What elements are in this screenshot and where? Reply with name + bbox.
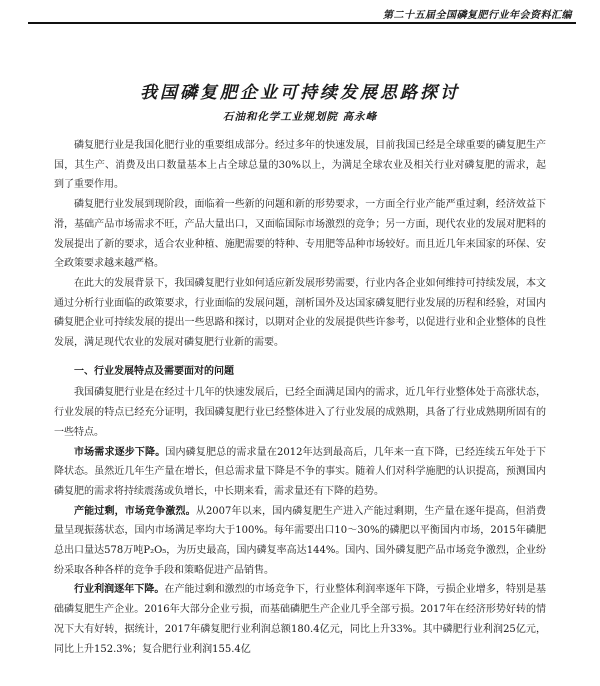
running-header: 第二十五届全国磷复肥行业年会资料汇编 <box>383 10 572 21</box>
point-lead: 市场需求逐步下降。 <box>74 446 166 458</box>
point-paragraph-market-demand <box>54 443 546 502</box>
author-line: 石油和化学工业规划院 高永峰 <box>222 111 378 123</box>
header-divider <box>28 22 576 24</box>
intro-paragraph-1: 磷复肥行业是我国化肥行业的重要组成部分。经过多年的快速发展，目前我国已经是全球重要的磷复肥生产国，其生产、消费及出口数量基本上占全球总量的30%以上，为满足全球农业及相关行业对磷复肥的需求，起到了重要作用。 <box>54 140 546 191</box>
article-body <box>54 136 546 659</box>
point-lead: 产能过剩，市场竞争激烈。 <box>74 505 196 517</box>
section-intro-paragraph: 我国磷复肥行业是在经过十几年的快速发展后，已经全面满足国内的需求，近几年行业整体处于高涨状态，行业发展的特点已经充分证明，我国磷复肥行业已经整体进入了行业发展的成熟期，具备了行业成熟期所固有的一些特点。 <box>54 387 546 438</box>
point-body: 国内磷复肥总的需求量在2012年达到最高后，几年来一直下降，已经连续五年处于下降状态。虽然近几年生产量在增长，但总需求量下降是不争的事实。随着人们对科学施肥的认识提高，预测国内磷复肥的需求将持续震荡或负增长，中长期来看，需求量还有下降的趋势。 <box>54 446 547 497</box>
article-title: 我国磷复肥企业可持续发展思路探讨 <box>140 83 460 103</box>
point-lead: 行业利润逐年下降。 <box>74 584 165 596</box>
intro-paragraph-3: 在此大的发展背景下，我国磷复肥行业如何适应新发展形势需要，行业内各企业如何维持可持续发展，本文通过分析行业面临的政策要求，行业面临的发展问题，剖析国外及达国家磷复肥行业发展的历程和经验，对国内磷复肥企业可持续发展的提出一些思路和探讨，以期对企业的发展提供些许参考，以促进行业和企业整体的良性发展，满足现代农业的发展对磷复肥行业新的需要。 <box>54 277 546 349</box>
section-heading: 一、行业发展特点及需要面对的问题 <box>74 365 234 377</box>
point-paragraph-overcapacity <box>54 502 546 581</box>
intro-paragraph-2: 磷复肥行业发展到现阶段，面临着一些新的问题和新的形势要求，一方面全行业产能严重过剩，经济效益下滑，基础产品市场需求不旺，产品大量出口，又面临国际市场激烈的竞争；另一方面，现代农业的发展对肥料的发展提出了新的要求，适合农业种植、施肥需要的特种、专用肥等品种市场较好。而且近几年来国家的环保、安全政策要求越来越严格。 <box>54 199 546 270</box>
point-paragraph-profit <box>54 580 546 659</box>
point-body: 在产能过剩和激烈的市场竞争下，行业整体利润率逐年下降，亏损企业增多，特别是基础磷复肥生产企业。2016年大部分企业亏损，而基础磷肥生产企业几乎全部亏损。2017年在经济形势好转的情况下大有好转，据统计，2017年磷复肥行业利润总额180.4亿元，同比上升33%。其中磷肥行业利润25亿元，同比上升152.3%；复合肥行业利润155.4亿 <box>54 584 547 655</box>
point-body: 从2007年以来，国内磷复肥生产进入产能过剩期，生产量在逐年提高，但消费量呈现振荡状态，国内市场满足率均大于100%。每年需要出口10～30%的磷肥以平衡国内市场，2015年磷肥总出口量达578万吨P₂O₅，为历史最高，国内磷复率高达144%。国内、国外磷复肥产品市场竞争激烈，企业纷纷采取各种各样的竞争手段和策略促进产品销售。 <box>54 505 547 576</box>
